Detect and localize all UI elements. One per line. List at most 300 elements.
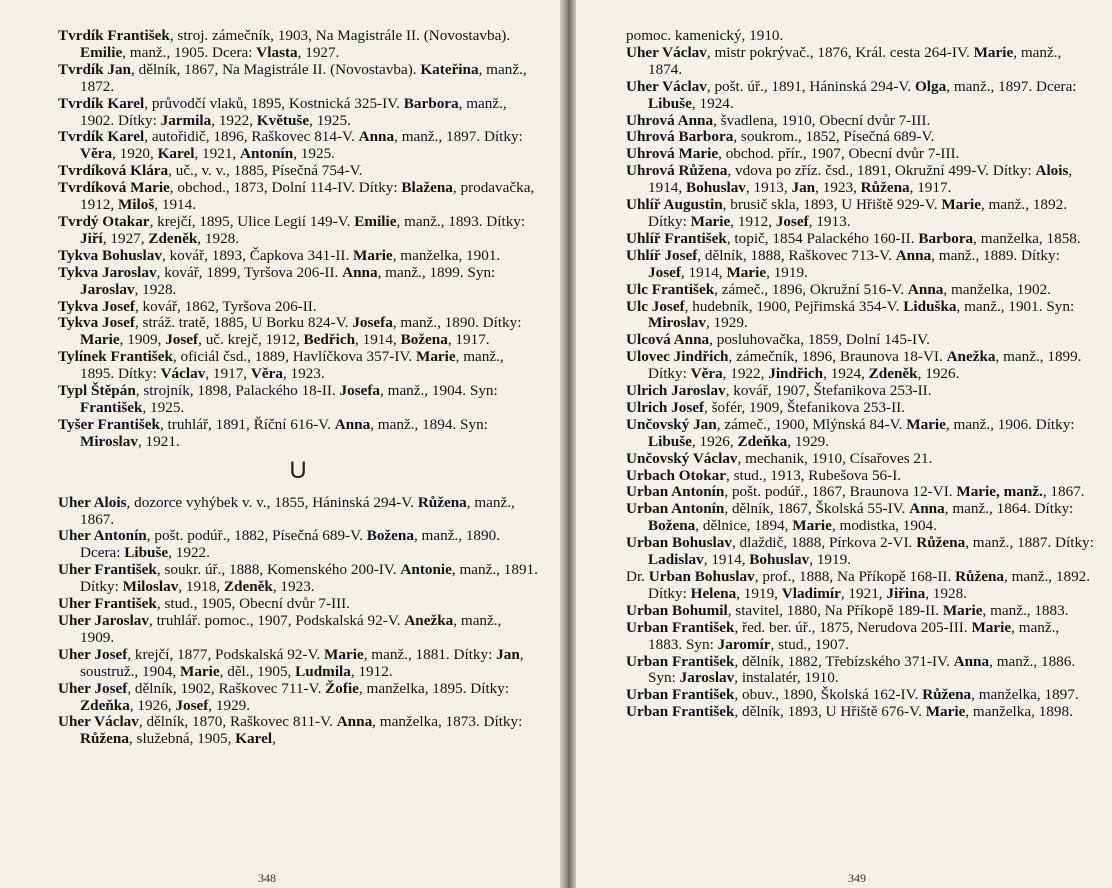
entry-name: Urban František bbox=[626, 618, 735, 636]
entry-text: , manželka, 1895. Dítky: bbox=[358, 679, 510, 697]
entry-name: Jaroslav bbox=[80, 280, 135, 298]
directory-entry bbox=[58, 214, 538, 248]
entry-name: Žofie bbox=[325, 679, 359, 697]
directory-entry bbox=[626, 654, 1096, 688]
entry-text: , manž., 1909. bbox=[80, 612, 502, 646]
entry-text: , zámeč., 1896, Okružní 516-V. bbox=[714, 280, 908, 298]
entry-list bbox=[58, 28, 538, 451]
entry-name: Urbach Otokar bbox=[626, 466, 726, 484]
directory-entry bbox=[626, 197, 1096, 231]
entry-name: Miloš bbox=[117, 196, 155, 214]
entry-name: Uhrová Růžena bbox=[626, 162, 728, 180]
entry-text: , manž., 1892. Dítky: bbox=[648, 568, 1091, 602]
book-gutter bbox=[560, 0, 576, 888]
directory-entry bbox=[626, 484, 1096, 501]
entry-text: , 1929. bbox=[787, 432, 830, 450]
entry-text: , manž., 1886. Syn: bbox=[648, 652, 1076, 687]
entry-name: Ladislav bbox=[648, 551, 704, 569]
entry-name: Růžena bbox=[955, 568, 1005, 585]
entry-text: , 1914, bbox=[703, 551, 750, 569]
entry-name: Urban František bbox=[626, 686, 735, 704]
entry-text: , soustruž., 1904, bbox=[80, 645, 524, 680]
entry-name: Liduška bbox=[903, 297, 957, 315]
directory-entry bbox=[58, 495, 538, 529]
entry-text: , 1921, bbox=[194, 145, 241, 163]
entry-text: , 1919, bbox=[736, 584, 782, 602]
entry-text: , autořidič, 1896, Raškovec 814-V. bbox=[144, 128, 359, 146]
entry-name: Jaromír bbox=[717, 635, 771, 653]
entry-text: , 1926, bbox=[129, 696, 176, 714]
entry-text: , šofér, 1909, Štefanikova 253-II. bbox=[704, 398, 906, 416]
directory-entry bbox=[58, 714, 538, 748]
entry-text: , manž., 1887. Dítky: bbox=[965, 534, 1094, 552]
entry-text: , manž., 1894. Syn: bbox=[370, 415, 488, 433]
right-page bbox=[576, 0, 1112, 888]
directory-entry bbox=[626, 299, 1096, 333]
entry-name: Vlasta bbox=[256, 43, 298, 61]
entry-text: , 1918, bbox=[178, 578, 224, 596]
directory-entry bbox=[626, 231, 1096, 248]
entry-text: , manž., 1901. Syn: bbox=[956, 297, 1075, 315]
entry-text: , oficiál čsd., 1889, Havlíčkova 357-IV. bbox=[172, 348, 416, 366]
directory-entry bbox=[626, 45, 1096, 79]
entry-text: , instalatér, 1910. bbox=[734, 669, 839, 687]
entry-name: Jan bbox=[791, 179, 816, 197]
entry-text: , kovář, 1907, Štefanikova 253-II. bbox=[725, 382, 932, 400]
entry-name: Božena bbox=[400, 331, 448, 349]
entry-text: , topič, 1854 Palackého 160-II. bbox=[726, 229, 919, 247]
entry-text: , stráž. tratě, 1885, U Borku 824-V. bbox=[134, 314, 353, 332]
entry-name: Marie bbox=[324, 645, 364, 663]
entry-text: , 1928. bbox=[925, 584, 967, 602]
entry-text: , kovář, 1862, Tyršova 206-II. bbox=[134, 297, 317, 315]
entry-name: Anežka bbox=[946, 348, 996, 366]
entry-text: , 1914, bbox=[648, 162, 1073, 197]
entry-text: , manž., 1899. Dítky: bbox=[648, 348, 1082, 383]
entry-name: Miroslav bbox=[648, 314, 706, 332]
entry-name: Karel bbox=[157, 145, 195, 163]
entry-name: Blažena bbox=[401, 179, 453, 197]
entry-text: , prof., 1888, Na Příkopě 168-II. bbox=[754, 568, 956, 585]
entry-text: , 1867. bbox=[1042, 483, 1085, 501]
entry-name: Ulcová Anna bbox=[626, 331, 710, 349]
entry-name: Uher Josef bbox=[58, 679, 128, 697]
entry-text: , manž., 1904. Syn: bbox=[380, 382, 498, 400]
page-number: 348 bbox=[258, 871, 276, 885]
entry-text: , brusič skla, 1893, U Hřiště 929-V. bbox=[722, 196, 942, 214]
entry-name: Zdeněk bbox=[223, 578, 273, 596]
entry-name: Tvrdík Jan bbox=[58, 60, 132, 78]
entry-name: Jan bbox=[496, 645, 520, 663]
entry-text: , manž., 1883. bbox=[982, 601, 1069, 619]
entry-text: Dr. bbox=[626, 568, 649, 585]
directory-entry bbox=[626, 535, 1096, 569]
directory-entry bbox=[58, 28, 538, 62]
entry-name: Anna bbox=[334, 415, 371, 433]
entry-name: Unčovský Václav bbox=[626, 449, 738, 467]
entry-name: Marie bbox=[416, 348, 456, 366]
entry-name: Uher Antonín bbox=[58, 527, 147, 545]
entry-name: Urban Antonín bbox=[626, 483, 725, 501]
entry-name: Tykva Josef bbox=[58, 297, 135, 315]
entry-name: Uhlíř Josef bbox=[626, 246, 698, 264]
entry-name: Marie bbox=[179, 662, 220, 680]
entry-text: , zámeč., 1900, Mlýnská 84-V. bbox=[716, 415, 907, 433]
entry-name: Marie bbox=[353, 246, 393, 264]
entry-name: Helena bbox=[690, 584, 737, 602]
entry-name: Růžena bbox=[916, 534, 966, 552]
entry-text: , dlaždič, 1888, Pírkova 2-VI. bbox=[731, 534, 917, 552]
entry-name: Josef bbox=[775, 212, 809, 230]
entry-name: Urban František bbox=[626, 703, 735, 721]
page-number: 349 bbox=[848, 871, 866, 885]
entry-name: Miroslav bbox=[80, 432, 138, 450]
entry-name: Jiří bbox=[80, 229, 103, 247]
entry-name: Jiřina bbox=[886, 584, 926, 602]
entry-name: Věra bbox=[250, 365, 283, 383]
entry-text: , 1923. bbox=[272, 578, 315, 596]
entry-text: , manželka, 1858. bbox=[973, 229, 1081, 247]
entry-text: , truhlář. pomoc., 1907, Podskalská 92-V. bbox=[148, 612, 405, 629]
entry-text: , manž., 1881. Dítky: bbox=[363, 645, 497, 663]
entry-name: Ulovec Jindřich bbox=[626, 348, 729, 366]
entry-text: , 1927, bbox=[102, 229, 149, 247]
entry-name: Typl Štěpán bbox=[58, 382, 136, 400]
entry-text: , soukr. úř., 1888, Komenského 200-IV. bbox=[156, 561, 401, 579]
entry-name: Věra bbox=[80, 145, 113, 163]
entry-text: , průvodčí vlaků, 1895, Kostnická 325-IV. bbox=[144, 94, 404, 112]
entry-name: Ulrich Jaroslav bbox=[626, 382, 726, 400]
entry-name: Miloslav bbox=[122, 578, 179, 596]
entry-text: , dělník, 1870, Raškovec 811-V. bbox=[138, 713, 337, 731]
entry-text: , 1928. bbox=[134, 280, 177, 298]
entry-name: Marie bbox=[925, 703, 966, 721]
entry-name: Jindřich bbox=[768, 365, 824, 383]
entry-name: Uher František bbox=[58, 595, 157, 613]
entry-name: Marie bbox=[80, 331, 120, 349]
entry-name: Karel bbox=[235, 730, 273, 748]
entry-name: Marie, manž. bbox=[956, 483, 1043, 501]
entry-name: Božena bbox=[366, 527, 414, 545]
entry-text: , prodavačka, 1912, bbox=[80, 179, 535, 214]
entry-text: , 1914, bbox=[680, 263, 727, 281]
entry-text: , 1925. bbox=[309, 111, 351, 129]
entry-text: , manž., 1889. Dítky: bbox=[931, 246, 1060, 264]
entry-name: Ulrich Josef bbox=[626, 398, 705, 416]
entry-text: , dělnice, 1894, bbox=[695, 517, 793, 535]
directory-entry bbox=[626, 113, 1096, 130]
entry-text: , soukrom., 1852, Písečná 689-V. bbox=[733, 128, 935, 146]
directory-entry bbox=[626, 163, 1096, 197]
entry-name: Emilie bbox=[354, 212, 397, 230]
entry-text: , 1917, bbox=[205, 365, 251, 383]
entry-name: Libuše bbox=[648, 94, 692, 112]
entry-text: , mistr pokrývač., 1876, Král. cesta 264-IV. bbox=[706, 43, 974, 61]
entry-text: , 1909, bbox=[119, 331, 166, 349]
entry-text: , manž., 1897. Dcera: bbox=[946, 77, 1077, 95]
entry-text: , děl., 1905, bbox=[219, 662, 296, 680]
entry-text: , 1913, bbox=[745, 179, 792, 197]
directory-entry bbox=[626, 451, 1096, 468]
entry-name: Urban Bohuslav bbox=[626, 534, 732, 552]
directory-entry bbox=[58, 163, 538, 180]
entry-text: , 1926, bbox=[691, 432, 738, 450]
entry-name: Uher Jaroslav bbox=[58, 612, 149, 629]
entry-name: Josefa bbox=[339, 382, 381, 400]
directory-entry bbox=[58, 528, 538, 562]
entry-text: , krejčí, 1877, Podskalská 92-V. bbox=[127, 645, 325, 663]
entry-name: Uhlíř František bbox=[626, 229, 727, 247]
directory-entry bbox=[626, 129, 1096, 146]
entry-name: Unčovský Jan bbox=[626, 415, 717, 433]
entry-name: Tvrdík Karel bbox=[58, 128, 145, 146]
entry-name: Olga bbox=[914, 77, 947, 95]
entry-name: Uher Václav bbox=[626, 77, 707, 95]
entry-list bbox=[58, 495, 538, 749]
entry-text: , 1914, bbox=[355, 331, 401, 349]
entry-text: , 1925. bbox=[293, 145, 335, 163]
entry-name: Zdeněk bbox=[148, 229, 198, 247]
entry-name: Růžena bbox=[417, 493, 467, 511]
entry-text: , manželka, 1898. bbox=[965, 703, 1073, 721]
entry-name: Růžena bbox=[922, 686, 972, 704]
entry-text: , posluhovačka, 1859, Dolní 145-IV. bbox=[709, 331, 930, 349]
entry-name: Anna bbox=[895, 246, 932, 264]
entry-name: Květuše bbox=[256, 111, 310, 129]
entry-text: , 1924, bbox=[823, 365, 869, 383]
entry-name: Anna bbox=[907, 280, 944, 298]
entry-name: Marie bbox=[906, 415, 946, 433]
entry-name: Marie bbox=[942, 601, 983, 619]
entry-name: Uhrová Marie bbox=[626, 145, 719, 163]
entry-text: , manželka, 1897. bbox=[971, 686, 1079, 704]
entry-text: , 1929. bbox=[705, 314, 748, 332]
entry-name: Uher Václav bbox=[626, 43, 707, 61]
entry-text: , manž., 1864. Dítky: bbox=[944, 500, 1074, 518]
entry-text: , dozorce vyhýbek v. v., 1855, Háninská 294-V. bbox=[126, 493, 418, 511]
entry-text: , stroj. zámečník, 1903, Na Magistrále II. (Novostavba). bbox=[169, 27, 511, 44]
directory-entry bbox=[626, 400, 1096, 417]
entry-name: Ludmila bbox=[295, 662, 351, 680]
entry-name: Kateřina bbox=[420, 60, 479, 78]
directory-entry bbox=[58, 180, 538, 214]
entry-name: Josef bbox=[648, 263, 681, 281]
entry-text: , mechanik, 1910, Císařoves 21. bbox=[737, 449, 933, 467]
entry-name: Tvrdíková Klára bbox=[58, 162, 169, 180]
entry-name: Urban František bbox=[626, 652, 735, 670]
entry-name: Marie bbox=[690, 212, 731, 230]
entry-name: Anna bbox=[909, 500, 945, 518]
entry-name: Božena bbox=[648, 517, 696, 535]
entry-text: , dělník, 1902, Raškovec 711-V. bbox=[127, 679, 326, 697]
entry-text: , obchod., 1873, Dolní 114-IV. Dítky: bbox=[169, 179, 402, 197]
entry-text: , vdova po zříz. čsd., 1891, Okružní 499-V. Dítky: bbox=[727, 162, 1036, 180]
entry-text: , manželka, 1902. bbox=[943, 280, 1051, 298]
directory-entry bbox=[626, 704, 1096, 721]
entry-name: Antonie bbox=[400, 561, 452, 579]
entry-name: Josef bbox=[165, 331, 199, 349]
directory-entry bbox=[626, 501, 1096, 535]
entry-text: , manž., 1906. Dítky: bbox=[945, 415, 1075, 433]
directory-entry bbox=[58, 596, 538, 613]
entry-list bbox=[626, 28, 1096, 721]
entry-text: , obuv., 1890, Školská 162-IV. bbox=[734, 686, 923, 704]
directory-entry bbox=[58, 129, 538, 163]
entry-text: , 1912, bbox=[730, 212, 776, 230]
entry-text: , krejčí, 1895, Ulice Legií 149-V. bbox=[149, 212, 355, 230]
entry-text: , švadlena, 1910, Obecní dvůr 7-III. bbox=[713, 111, 931, 129]
entry-name: Libuše bbox=[648, 432, 692, 450]
entry-text: , 1917. bbox=[447, 331, 490, 349]
entry-name: Tvrdý Otakar bbox=[58, 212, 150, 230]
directory-entry bbox=[58, 613, 538, 647]
entry-text: , strojník, 1898, Palackého 18-II. bbox=[135, 382, 340, 400]
directory-entry bbox=[58, 417, 538, 451]
entry-name: Uhlíř Augustin bbox=[626, 196, 723, 214]
entry-text: , kovář, 1899, Tyršova 206-II. bbox=[156, 263, 343, 281]
entry-text: , manž., 1897. Dítky: bbox=[394, 128, 523, 146]
entry-name: Anežka bbox=[404, 612, 454, 629]
entry-text: , 1919. bbox=[766, 263, 808, 281]
entry-text: , dělník, 1867, Školská 55-IV. bbox=[724, 500, 910, 518]
entry-name: František bbox=[80, 398, 143, 416]
directory-entry bbox=[626, 417, 1096, 451]
entry-text: , manž., 1872. bbox=[80, 60, 527, 95]
entry-name: Tykva Josef bbox=[58, 314, 135, 332]
directory-entry bbox=[58, 62, 538, 96]
entry-name: Josef bbox=[175, 696, 209, 714]
entry-name: Tylínek František bbox=[58, 348, 173, 366]
entry-text: , manž., 1890. Dcera: bbox=[80, 527, 500, 562]
entry-name: Věra bbox=[690, 365, 723, 383]
entry-name: Tvrdík Karel bbox=[58, 94, 145, 112]
directory-entry bbox=[58, 96, 538, 130]
entry-text: , manž., 1867. bbox=[80, 493, 515, 528]
entry-name: Ulc František bbox=[626, 280, 715, 298]
entry-text: , manž., 1890. Dítky: bbox=[392, 314, 522, 332]
entry-name: Uher Václav bbox=[58, 713, 139, 731]
entry-name: Tvrdík František bbox=[58, 27, 170, 44]
entry-text: , 1929. bbox=[208, 696, 251, 714]
entry-text: , kovář, 1893, Čapkova 341-II. bbox=[161, 246, 354, 264]
entry-name: Tyšer František bbox=[58, 415, 160, 433]
entry-text: , truhlář, 1891, Říční 616-V. bbox=[159, 415, 335, 433]
entry-text: , 1922. bbox=[168, 544, 210, 562]
entry-text: , uč., v. v., 1885, Písečná 754-V. bbox=[168, 162, 363, 180]
directory-entry bbox=[626, 569, 1096, 603]
entry-text: , hudebník, 1900, Pejřimská 354-V. bbox=[684, 297, 904, 315]
entry-text: , manž., 1883. Syn: bbox=[648, 618, 1060, 653]
directory-entry bbox=[58, 647, 538, 681]
directory-entry bbox=[626, 620, 1096, 654]
entry-name: Anna bbox=[342, 263, 378, 281]
entry-text: , pošt. úř., 1891, Háninská 294-V. bbox=[706, 77, 915, 95]
entry-text: , manželka, 1901. bbox=[392, 246, 501, 264]
entry-name: Barbora bbox=[918, 229, 974, 247]
entry-name: Růžena bbox=[860, 179, 910, 197]
entry-text: , manž., 1905. Dcera: bbox=[122, 43, 257, 61]
entry-name: Emilie bbox=[80, 43, 123, 61]
entry-text: , 1928. bbox=[197, 229, 240, 247]
entry-text: , 1923. bbox=[282, 365, 325, 383]
entry-name: Urban Antonín bbox=[626, 500, 725, 518]
entry-name: Barbora bbox=[403, 94, 459, 112]
entry-name: Anna bbox=[358, 128, 395, 146]
entry-text: , 1919. bbox=[809, 551, 851, 569]
entry-text: , 1920, bbox=[112, 145, 158, 163]
entry-text: , obchod. přír., 1907, Obecní dvůr 7-III. bbox=[718, 145, 960, 163]
entry-text: , zámečník, 1896, Braunova 18-VI. bbox=[728, 348, 947, 366]
entry-name: Tykva Jaroslav bbox=[58, 263, 157, 281]
entry-name: Zdeňka bbox=[80, 696, 130, 714]
directory-entry bbox=[626, 349, 1096, 383]
entry-text: , manž., 1899. Syn: bbox=[377, 263, 496, 281]
entry-text: , manželka, 1873. Dítky: bbox=[372, 713, 523, 731]
entry-text: , 1921, bbox=[840, 584, 887, 602]
entry-name: Václav bbox=[160, 365, 206, 383]
directory-entry bbox=[58, 681, 538, 715]
entry-name: Antonín bbox=[240, 145, 294, 163]
directory-entry bbox=[58, 299, 538, 316]
directory-entry bbox=[626, 332, 1096, 349]
entry-name: Libuše bbox=[124, 544, 169, 562]
entry-name: Uhrová Anna bbox=[626, 111, 714, 129]
entry-name: Bedřich bbox=[303, 331, 356, 349]
directory-entry bbox=[626, 687, 1096, 704]
entry-text: , uč. krejč, 1912, bbox=[198, 331, 304, 349]
entry-text: , 1914. bbox=[154, 196, 197, 214]
entry-name: Anna bbox=[336, 713, 373, 731]
entry-text: , služebná, 1905, bbox=[128, 730, 236, 748]
entry-text: , pošt. podúř., 1867, Braunova 12-VI. bbox=[724, 483, 957, 501]
entry-name: Uher František bbox=[58, 561, 157, 579]
entry-name: Uher Alois bbox=[58, 493, 127, 511]
directory-entry bbox=[626, 146, 1096, 163]
directory-entry bbox=[58, 383, 538, 417]
entry-text: , 1927. bbox=[297, 43, 340, 61]
entry-text: , modistka, 1904. bbox=[831, 517, 937, 535]
entry-name: Ulc Josef bbox=[626, 297, 685, 315]
entry-text: , řed. ber. úř., 1875, Nerudova 205-III. bbox=[734, 618, 972, 636]
entry-text: , 1925. bbox=[142, 398, 185, 416]
entry-text: , manž., 1874. bbox=[648, 43, 1062, 78]
entry-text: , manž., 1892. Dítky: bbox=[648, 196, 1067, 230]
entry-text: , 1922, bbox=[722, 365, 769, 383]
entry-text: , stud., 1905, Obecní dvůr 7-III. bbox=[156, 595, 351, 613]
entry-text: , dělník, 1888, Raškovec 713-V. bbox=[697, 246, 896, 264]
entry-name: Marie bbox=[971, 618, 1012, 636]
directory-entry bbox=[626, 79, 1096, 113]
directory-entry bbox=[626, 603, 1096, 620]
entry-name: Urban Bohuslav bbox=[648, 568, 755, 585]
entry-name: Uher Josef bbox=[58, 645, 128, 663]
entry-text: , stud., 1913, Rubešova 56-I. bbox=[725, 466, 902, 484]
entry-name: Marie bbox=[973, 43, 1014, 61]
directory-entry bbox=[58, 349, 538, 383]
entry-text: , manž., 1902. Dítky: bbox=[80, 94, 507, 129]
directory-entry bbox=[626, 282, 1096, 299]
entry-text: , stud., 1907. bbox=[770, 635, 849, 653]
entry-text: , manž., 1893. Dítky: bbox=[396, 212, 526, 230]
entry-text: , 1912. bbox=[350, 662, 393, 680]
entry-text: , dělník, 1893, U Hřiště 676-V. bbox=[734, 703, 926, 721]
entry-text: , 1923, bbox=[815, 179, 861, 197]
entry-name: Uhrová Barbora bbox=[626, 128, 734, 146]
entry-name: Zdeňka bbox=[737, 432, 788, 450]
entry-name: Anna bbox=[953, 652, 990, 670]
entry-name: Marie bbox=[941, 196, 981, 214]
directory-entry bbox=[58, 248, 538, 265]
